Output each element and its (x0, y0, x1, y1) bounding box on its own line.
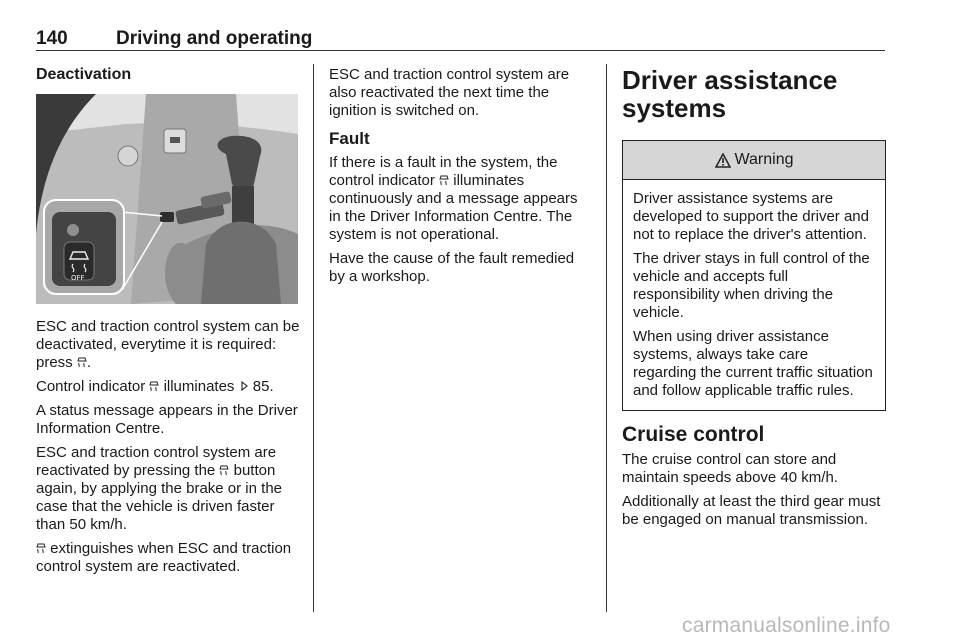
watermark: carmanualsonline.info (682, 614, 891, 637)
paragraph-reactivation: ESC and traction control system are reactivated by pressing the button again, by applying the brake or in the case that the vehicle is driven faster than 50 km/h. (36, 444, 282, 533)
warning-triangle-icon (715, 153, 731, 168)
warning-paragraph-2: The driver stays in full control of the vehicle and accepts full responsibility when driving the vehicle. (633, 250, 870, 321)
warning-body (623, 180, 885, 410)
esc-off-icon (77, 356, 87, 368)
warning-paragraph-3: When using driver assistance systems, always take care regarding the current traffic situation and follow applicable traffic rules. (633, 328, 873, 399)
paragraph-ignition: ESC and traction control system are also reactivated the next time the ignition is switched on. (329, 66, 570, 119)
page-number: 140 (36, 28, 68, 49)
paragraph-cruise-speed: The cruise control can store and maintain speeds above 40 km/h. (622, 451, 838, 486)
esc-indicator-icon (439, 174, 449, 186)
page-reference-icon[interactable] (239, 380, 249, 392)
warning-box (622, 140, 886, 411)
section-title: Driving and operating (116, 28, 313, 49)
paragraph-status-message: A status message appears in the Driver Information Centre. (36, 402, 298, 437)
header-rule (36, 50, 885, 51)
console-drawing (36, 94, 298, 304)
off-label: OFF (71, 274, 85, 282)
driver-assistance-heading: Driver assistance systems (622, 65, 838, 123)
right-column (622, 66, 886, 535)
warning-paragraph-1: Driver assistance systems are developed to support the driver and not to replace the driver's attention. (633, 190, 869, 243)
middle-column (329, 66, 591, 292)
paragraph-control-indicator: Control indicator illuminates 85. (36, 378, 274, 395)
left-column (36, 66, 302, 582)
esc-off-icon (219, 464, 229, 476)
deactivation-heading: Deactivation (36, 66, 132, 83)
paragraph-extinguishes: extinguishes when ESC and traction control system are reactivated. (36, 540, 292, 575)
cruise-control-heading: Cruise control (622, 423, 765, 446)
esc-off-icon (149, 380, 159, 392)
column-divider-left (313, 64, 314, 612)
warning-header (623, 141, 885, 180)
paragraph-deactivate: ESC and traction control system can be deactivated, everytime it is required: press . (36, 318, 300, 371)
paragraph-workshop: Have the cause of the fault remedied by a workshop. (329, 250, 575, 285)
paragraph-fault: If there is a fault in the system, the control indicator illuminates continuously and a message appears in the Driver Information Centre. The system is not operational. (329, 154, 578, 243)
paragraph-cruise-gear: Additionally at least the third gear must be engaged on manual transmission. (622, 493, 881, 528)
fault-heading: Fault (329, 129, 370, 148)
esc-off-icon (36, 542, 46, 554)
column-divider-right (606, 64, 607, 612)
esc-button-illustration (36, 94, 298, 304)
warning-label: Warning (734, 151, 794, 168)
